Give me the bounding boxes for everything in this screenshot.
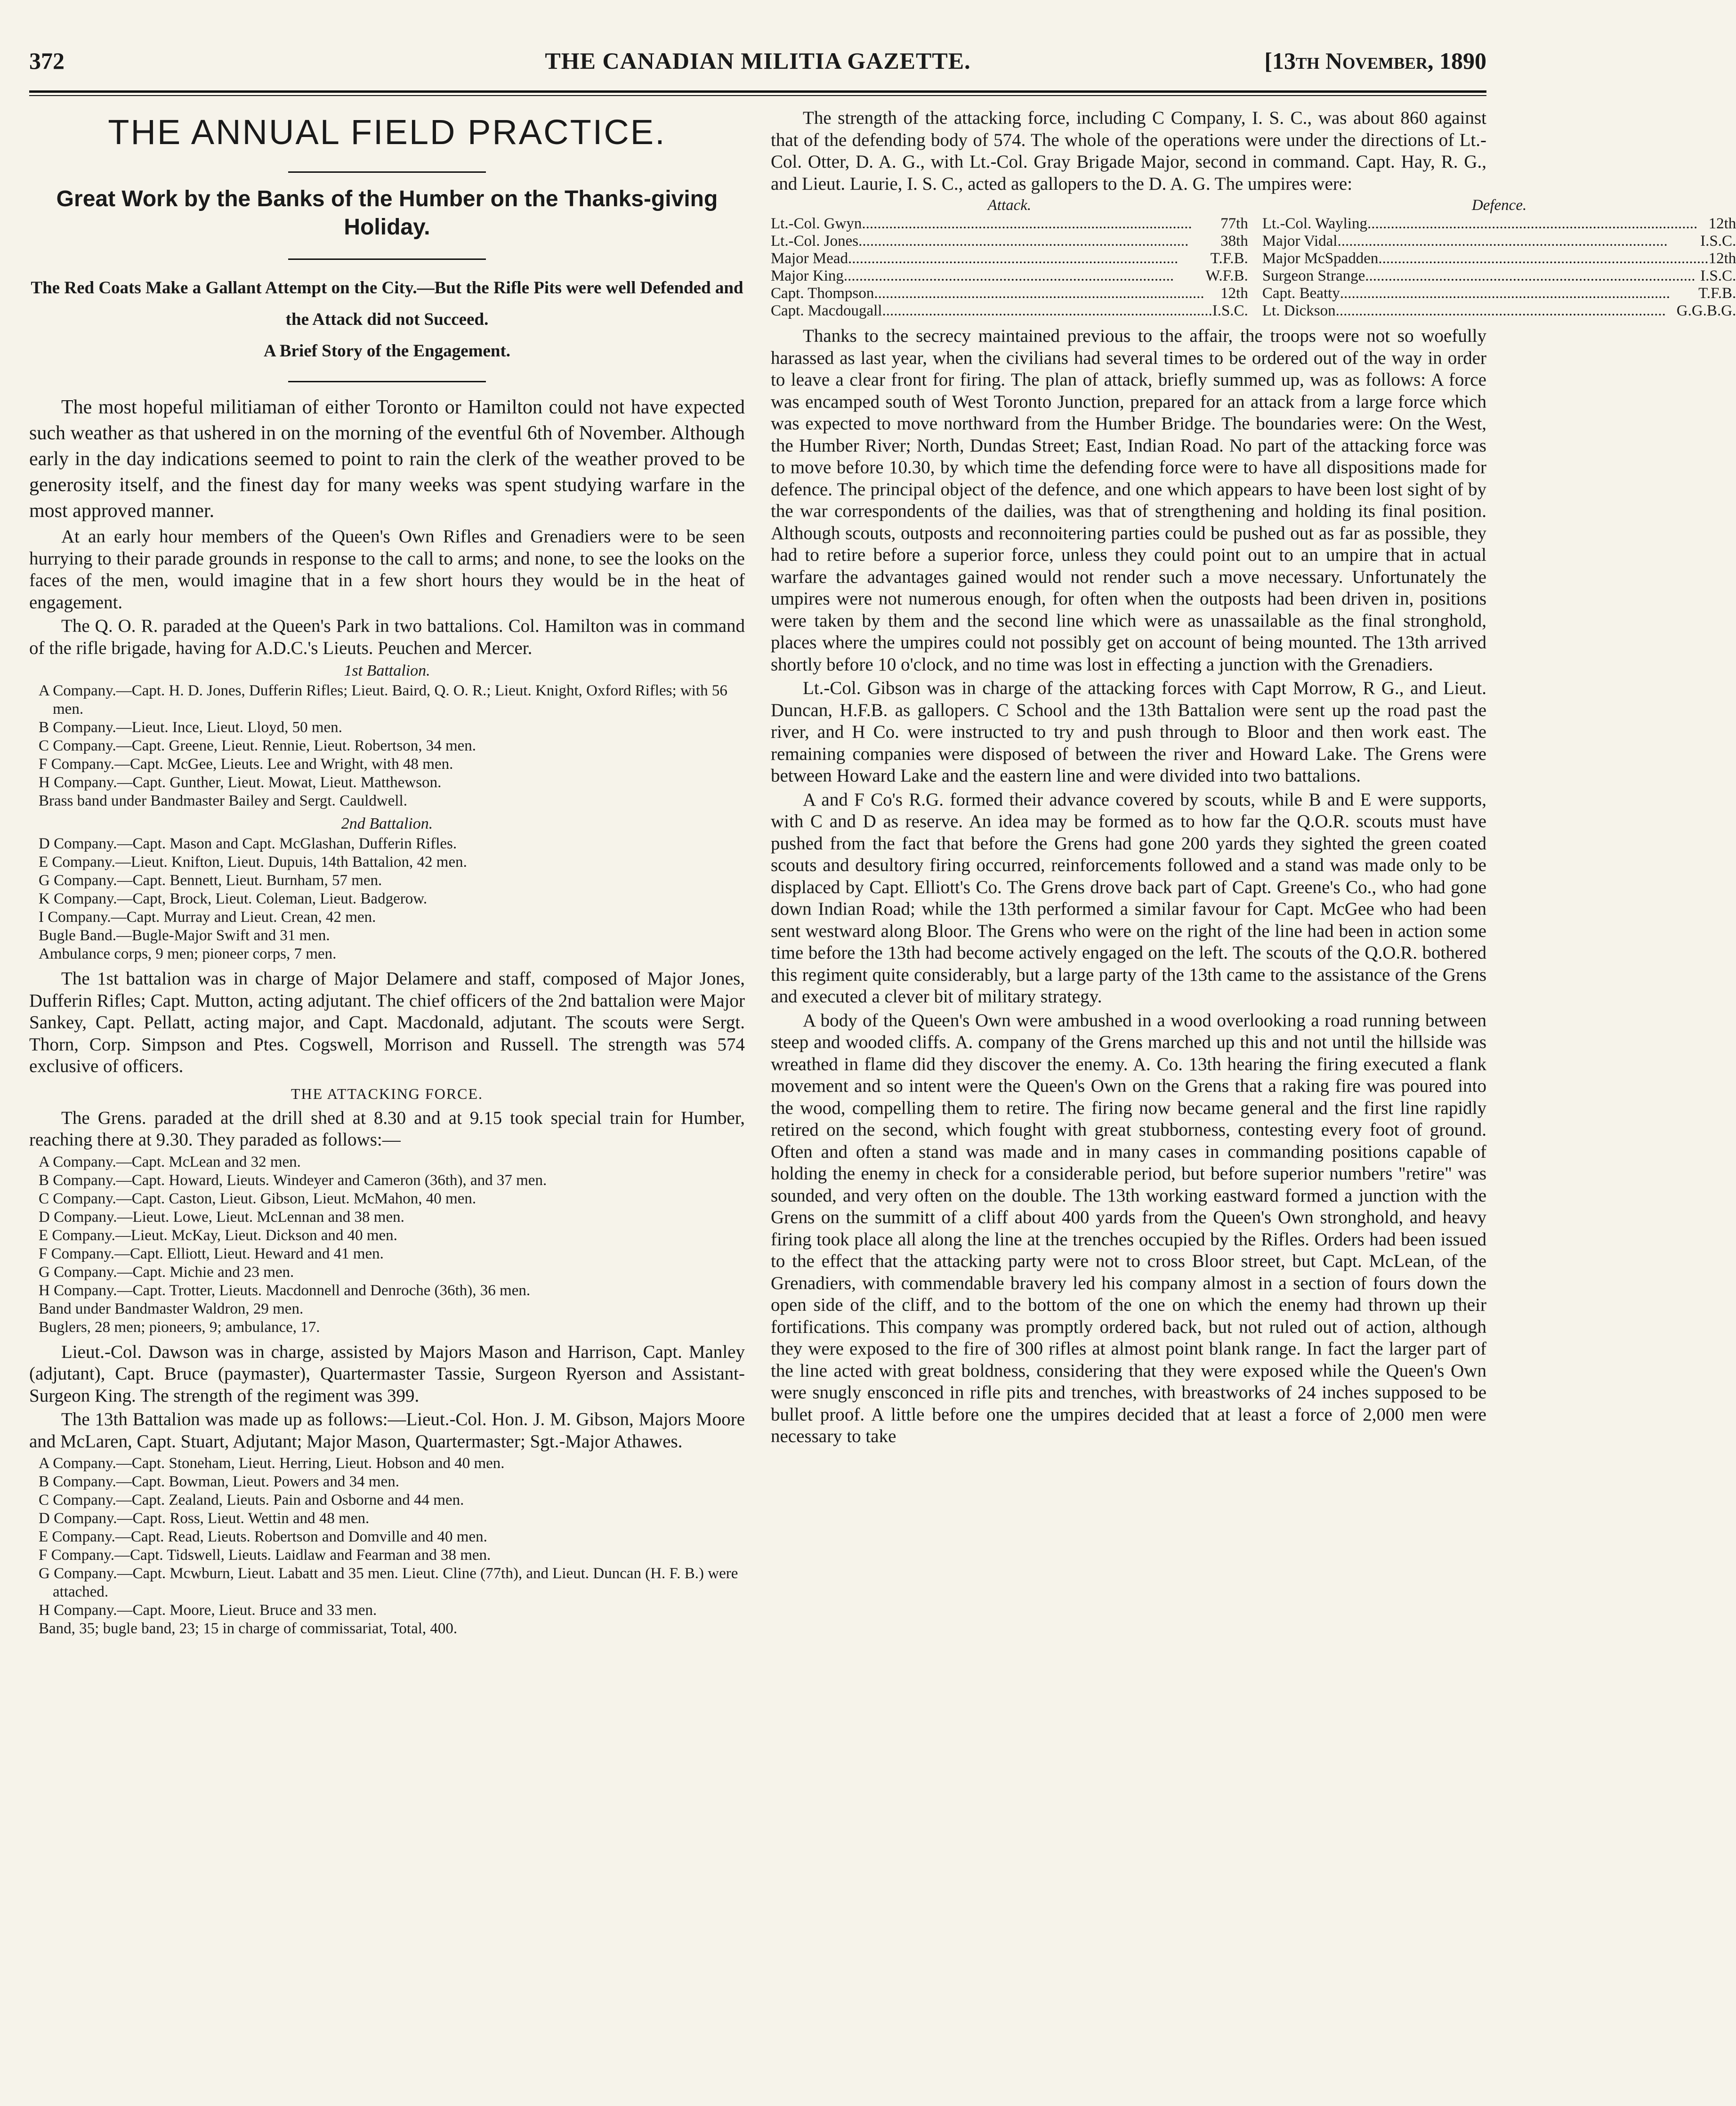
- paragraph: Lt.-Col. Gibson was in charge of the attacking forces with Capt Morrow, R G., and Lieut. Duncan, H.F.B. as gallopers. C School and the 13th Battalion were sent up the road past the river, and H Co. were instructed to try and push through to Bloor and then work east. The remaining companies were disposed of between the river and Howard Lake. The Grens were between Howard Lake and the eastern line and were divided into two battalions.: [771, 678, 1486, 786]
- list-item: B Company.—Lieut. Ince, Lieut. Lloyd, 50 men.: [39, 719, 342, 736]
- umpires-defence-heading: Defence.: [1471, 197, 1527, 214]
- battalion-1-heading: 1st Battalion.: [344, 662, 430, 679]
- list-item: Bugle Band.—Bugle-Major Swift and 31 men.: [39, 927, 330, 944]
- umpire-name: Lt.-Col. Jones: [771, 233, 859, 250]
- battalion-1-list: [29, 682, 745, 810]
- subtitle-rule: [288, 258, 486, 260]
- list-item: E Company.—Lieut. Knifton, Lieut. Dupuis, 14th Battalion, 42 men.: [39, 854, 467, 871]
- umpire-row: [771, 285, 1248, 302]
- list-item: H Company.—Capt. Trotter, Lieuts. Macdonnell and Denroche (36th), 36 men.: [39, 1282, 531, 1299]
- article-subtitle: Great Work by the Banks of the Humber on the Thanks-giving Holiday.: [56, 186, 718, 240]
- publication-title: THE CANADIAN MILITIA GAZETTE.: [545, 48, 971, 74]
- umpire-row: [1262, 215, 1736, 233]
- list-item: H Company.—Capt. Gunther, Lieut. Mowat, Lieut. Matthewson.: [39, 774, 442, 791]
- umpire-row: [771, 302, 1248, 320]
- battalion-2-list: [29, 835, 745, 963]
- right-column: [771, 107, 1736, 2085]
- umpire-row: [771, 215, 1248, 233]
- grens-list: [29, 1153, 745, 1337]
- title-rule: [288, 171, 486, 173]
- list-item: D Company.—Capt. Mason and Capt. McGlashan, Dufferin Rifles.: [39, 835, 457, 852]
- list-item: Brass band under Bandmaster Bailey and Sergt. Cauldwell.: [39, 792, 407, 809]
- list-item: Band, 35; bugle band, 23; 15 in charge of commissariat, Total, 400.: [39, 1620, 458, 1637]
- umpire-name: Capt. Macdougall: [771, 302, 882, 319]
- umpire-row: [1262, 267, 1736, 285]
- umpire-unit: T.F.B.: [1698, 285, 1736, 302]
- umpires-table: [771, 197, 1736, 320]
- list-item: G Company.—Capt. Mcwburn, Lieut. Labatt and 35 men. Lieut. Cline (77th), and Lieut. Duncan (H. F. B.) were attached.: [39, 1565, 738, 1600]
- deck-line: A Brief Story of the Engagement.: [263, 341, 511, 361]
- list-item: A Company.—Capt. Stoneham, Lieut. Herring, Lieut. Hobson and 40 men.: [39, 1455, 505, 1472]
- umpire-unit: W.F.B.: [1205, 267, 1248, 284]
- paragraph: Lieut.-Col. Dawson was in charge, assisted by Majors Mason and Harrison, Capt. Manley (adjutant), Capt. Bruce (paymaster), Quartermaster Tassie, Surgeon Ryerson and Assistant-Surgeon King. The strength of the regiment was 399.: [29, 1341, 745, 1406]
- umpire-name: Major McSpadden: [1262, 250, 1379, 267]
- list-item: A Company.—Capt. H. D. Jones, Dufferin Rifles; Lieut. Baird, Q. O. R.; Lieut. Knight, Oxford Rifles; with 56 men.: [39, 682, 727, 718]
- umpire-name: Lt. Dickson: [1262, 302, 1336, 319]
- paragraph: The Q. O. R. paraded at the Queen's Park in two battalions. Col. Hamilton was in command of the rifle brigade, having for A.D.C.'s Lieuts. Peuchen and Mercer.: [29, 616, 745, 658]
- list-item: B Company.—Capt. Bowman, Lieut. Powers and 34 men.: [39, 1473, 399, 1490]
- umpire-unit: 12th: [1708, 215, 1736, 232]
- list-item: G Company.—Capt. Bennett, Lieut. Burnham, 57 men.: [39, 872, 382, 889]
- page-number: 372: [29, 48, 65, 74]
- issue-date: [13th November, 1890: [1264, 48, 1486, 74]
- umpire-unit: 12th: [1220, 285, 1248, 302]
- umpire-row: [1262, 302, 1736, 320]
- umpire-unit: I.S.C.: [1212, 302, 1248, 319]
- list-item: Band under Bandmaster Waldron, 29 men.: [39, 1300, 304, 1317]
- umpire-row: [1262, 233, 1736, 250]
- paragraph: At an early hour members of the Queen's Own Rifles and Grenadiers were to be seen hurrying to their parade grounds in response to the call to arms; and none, to see the looks on the faces of the men, would imagine that in a few short hours they would be in the heat of engagement.: [29, 526, 745, 613]
- umpire-unit: I.S.C.: [1700, 267, 1736, 284]
- list-item: C Company.—Capt. Greene, Lieut. Rennie, Lieut. Robertson, 34 men.: [39, 737, 476, 754]
- page-header: [29, 42, 1486, 80]
- list-item: E Company.—Lieut. McKay, Lieut. Dickson and 40 men.: [39, 1226, 397, 1244]
- umpire-name: Major Mead: [771, 250, 848, 267]
- umpires-defence: [1262, 197, 1736, 320]
- deck-line: The Red Coats Make a Gallant Attempt on the City.—But the Rifle Pits were well Defended and the Attack did not Succeed.: [31, 278, 743, 329]
- umpires-attack: [771, 197, 1248, 320]
- list-item: G Company.—Capt. Michie and 23 men.: [39, 1263, 294, 1281]
- list-item: H Company.—Capt. Moore, Lieut. Bruce and 33 men.: [39, 1602, 377, 1619]
- list-item: Ambulance corps, 9 men; pioneer corps, 7 men.: [39, 945, 337, 962]
- umpire-name: Lt.-Col. Gwyn: [771, 215, 862, 232]
- paragraph: The 13th Battalion was made up as follows:—Lieut.-Col. Hon. J. M. Gibson, Majors Moore and McLaren, Capt. Stuart, Adjutant; Major Mason, Quartermaster; Sgt.-Major Athawes.: [29, 1409, 745, 1452]
- list-item: C Company.—Capt. Caston, Lieut. Gibson, Lieut. McMahon, 40 men.: [39, 1190, 476, 1207]
- list-item: Buglers, 28 men; pioneers, 9; ambulance, 17.: [39, 1318, 320, 1336]
- list-item: D Company.—Capt. Ross, Lieut. Wettin and 48 men.: [39, 1510, 370, 1527]
- list-item: A Company.—Capt. McLean and 32 men.: [39, 1153, 301, 1170]
- list-item: F Company.—Capt. Tidswell, Lieuts. Laidlaw and Fearman and 38 men.: [39, 1547, 491, 1564]
- paragraph: A and F Co's R.G. formed their advance covered by scouts, while B and E were supports, with C and D as reserve. An idea may be formed as to how far the Q.O.R. scouts must have pushed from the fact that before the Grens had gone 200 yards they sighted the green coated scouts and desultory firing occurred, reinforcements followed and a stand was made only to be displaced by Capt. Elliott's Co. The Grens drove back part of Capt. Greene's Co., who had gone down Indian Road; while the 13th performed a similar favour for Capt. McGee who had been sent westward along Bloor. The Grens who were on the right of the line had been in action some time before the 13th had become actively engaged on the left. The scouts of the Q.O.R. bothered this regiment quite considerably, but a large party of the 13th came to the assistance of the Grens and executed a clever bit of military strategy.: [771, 789, 1486, 1007]
- paragraph: The Grens. paraded at the drill shed at 8.30 and at 9.15 took special train for Humber, reaching there at 9.30. They paraded as follows:—: [29, 1107, 745, 1150]
- umpire-unit: 77th: [1220, 215, 1248, 232]
- umpire-name: Major King: [771, 267, 844, 284]
- list-item: I Company.—Capt. Murray and Lieut. Crean, 42 men.: [39, 909, 376, 926]
- list-item: K Company.—Capt, Brock, Lieut. Coleman, Lieut. Badgerow.: [39, 890, 428, 907]
- list-item: F Company.—Capt. Elliott, Lieut. Heward and 41 men.: [39, 1245, 384, 1262]
- umpire-unit: I.S.C.: [1700, 233, 1736, 250]
- umpire-unit: 12th: [1708, 250, 1736, 267]
- header-rule-thick: [29, 90, 1486, 93]
- umpire-row: [771, 250, 1248, 267]
- battalion-2-heading: 2nd Battalion.: [341, 815, 433, 832]
- umpire-name: Capt. Thompson: [771, 285, 874, 302]
- attacking-force-heading: THE ATTACKING FORCE.: [291, 1085, 484, 1102]
- umpire-name: Capt. Beatty: [1262, 285, 1340, 302]
- article-deck: [29, 272, 745, 367]
- left-column: [29, 107, 745, 2085]
- list-item: F Company.—Capt. McGee, Lieuts. Lee and Wright, with 48 men.: [39, 756, 453, 773]
- umpire-unit: G.G.B.G.: [1676, 302, 1736, 319]
- umpire-row: [771, 267, 1248, 285]
- umpire-name: Major Vidal: [1262, 233, 1338, 250]
- header-rule-thin: [29, 95, 1486, 96]
- paragraph: The most hopeful militiaman of either Toronto or Hamilton could not have expected such weather as that ushered in on the morning of the eventful 6th of November. Although early in the day indications seemed to point to rain the clerk of the weather proved to be generosity itself, and the finest day for many weeks was spent studying warfare in the most approved manner.: [29, 396, 745, 522]
- umpires-attack-heading: Attack.: [987, 197, 1032, 214]
- umpire-row: [1262, 285, 1736, 302]
- umpire-name: Surgeon Strange: [1262, 267, 1365, 284]
- list-item: B Company.—Capt. Howard, Lieuts. Windeyer and Cameron (36th), and 37 men.: [39, 1171, 547, 1189]
- umpire-unit: T.F.B.: [1210, 250, 1248, 267]
- list-item: E Company.—Capt. Read, Lieuts. Robertson and Domville and 40 men.: [39, 1528, 487, 1545]
- list-item: D Company.—Lieut. Lowe, Lieut. McLennan and 38 men.: [39, 1208, 404, 1226]
- umpire-unit: 38th: [1220, 233, 1248, 250]
- paragraph: A body of the Queen's Own were ambushed in a wood overlooking a road running between steep and wooded cliffs. A. company of the Grens marched up this and not until the hillside was wreathed in flame did they discover the enemy. A. Co. 13th hearing the firing executed a flank movement and so intent were the Queen's Own on the Grens that a raking fire was poured into the wood, compelling them to retire. The firing now became general and the first line rapidly retired on the second, which fought with great stubborness, contesting every foot of ground. Often and often a stand was made and in many cases in commanding positions capable of holding the enemy in check for a considerable period, but before superior numbers "retire" was sounded, and very often on the double. The 13th working eastward formed a junction with the Grens on the summitt of a cliff about 400 yards from the Queen's Own stronghold, and heavy firing took place all along the line at the trenches occupied by the Rifles. Orders had been issued to the effect that the attacking party were not to cross Bloor street, but Capt. McLean, of the Grenadiers, with commendable bravery led his company almost in a section of fours down the open side of the cliff, and to the bottom of the one on which the enemy had thrown up their fortifications. This company was promptly ordered back, but not ruled out of action, although they were exposed to the fire of 300 rifles at almost point blank range. In fact the larger part of the line acted with great boldness, considering that they were exposed while the Queen's Own were snugly ensconced in rifle pits and trenches, with breastworks of 24 inches supposed to be bullet proof. A little before one the umpires decided that at least a force of 2,000 men were necessary to take: [771, 1010, 1486, 1446]
- battalion-13th-list: [29, 1454, 745, 1638]
- umpire-name: Lt.-Col. Wayling: [1262, 215, 1367, 232]
- deck-rule: [288, 381, 486, 382]
- paragraph: Thanks to the secrecy maintained previous to the affair, the troops were not so woefully harassed as last year, when the civilians had several times to be ordered out of the way in order to leave a clear front for firing. The plan of attack, briefly summed up, was as follows: A force was encamped south of West Toronto Junction, prepared for an attack from a large force which was expected to move northward from the Humber Bridge. The boundaries were: On the West, the Humber River; North, Dundas Street; East, Indian Road. No part of the attacking force was to move before 10.30, by which time the defending force were to have all dispositions made for defence. The principal object of the defence, and one which appears to have been lost sight of by the war correspondents of the dailies, was that of strengthening and holding its final position. Although scouts, outposts and reconnoitering parties could be pushed out as far as possible, they had to retire before a superior force, unless they could point out to an umpire that in actual warfare the advantages gained would not render such a move necessary. Unfortunately the umpires were not numerous enough, for often when the outposts had been driven in, positions were taken by them and the second line which were as unassailable as the final stronghold, places where the umpires could not possibly get on account of being mounted. The 13th arrived shortly before 10 o'clock, and no time was lost in effecting a junction with the Grenadiers.: [771, 326, 1486, 675]
- article-title: THE ANNUAL FIELD PRACTICE.: [108, 113, 666, 152]
- umpire-row: [1262, 250, 1736, 267]
- paragraph: The 1st battalion was in charge of Major Delamere and staff, composed of Major Jones, Dufferin Rifles; Capt. Mutton, acting adjutant. The chief officers of the 2nd battalion were Major Sankey, Capt. Pellatt, acting major, and Capt. Macdonald, adjutant. The scouts were Sergt. Thorn, Corp. Simpson and Ptes. Cogswell, Morrison and Russell. The strength was 574 exclusive of officers.: [29, 968, 745, 1076]
- paragraph: The strength of the attacking force, including C Company, I. S. C., was about 860 against that of the defending body of 574. The whole of the operations were under the directions of Lt.-Col. Otter, D. A. G., with Lt.-Col. Gray Brigade Major, second in command. Capt. Hay, R. G., and Lieut. Laurie, I. S. C., acted as gallopers to the D. A. G. The umpires were:: [771, 108, 1486, 194]
- umpire-row: [771, 233, 1248, 250]
- list-item: C Company.—Capt. Zealand, Lieuts. Pain and Osborne and 44 men.: [39, 1492, 464, 1509]
